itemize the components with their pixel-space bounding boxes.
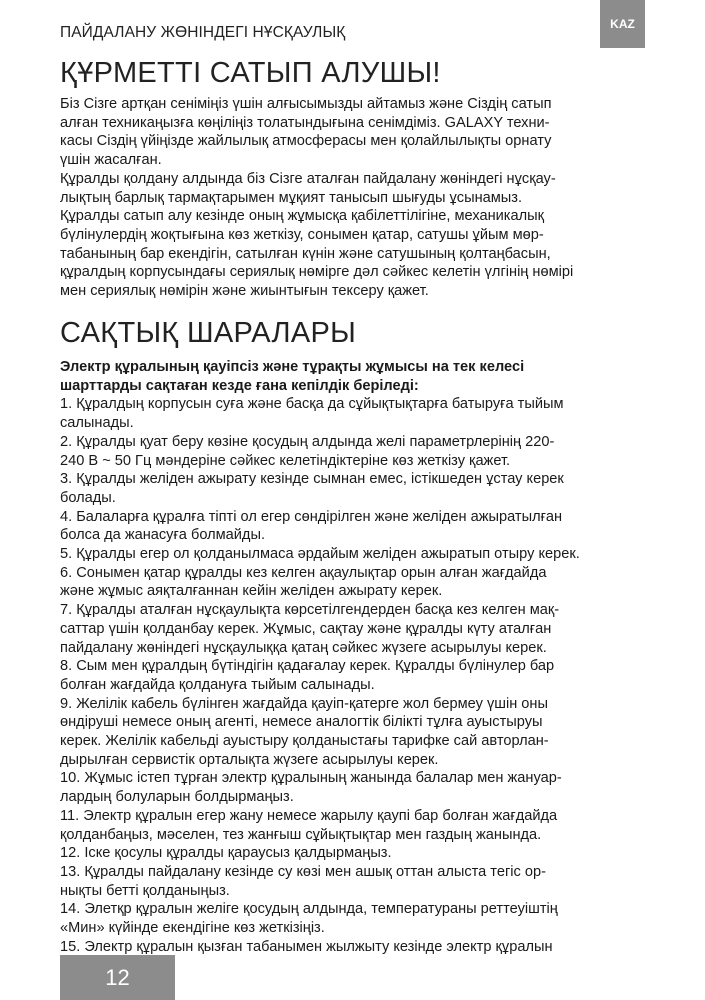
safety-rule-line: 7. Құралды аталған нұсқаулықта көрсетілгендерден басқа кез келген мақ- (60, 602, 560, 619)
safety-rule-line: керек. Желілік кабельді ауыстыру қолданыстағы тарифке сай авторлан- (60, 733, 549, 750)
text-line: құралдың корпусындағы сериялық нөмірге дәл сәйкес келетін үлгінің нөмірі (60, 264, 574, 281)
safety-rule-line: 10. Жұмыс істеп тұрған электр құралының жанында балалар мен жануар- (60, 770, 562, 787)
greeting-paragraph (60, 95, 646, 301)
safety-intro-line: шарттарды сақтаған кезде ғана кепілдік беріледі: (60, 377, 419, 394)
safety-rule-line: 240 В ~ 50 Гц мәндеріне сәйкес келетіндіктеріне көз жеткізу қажет. (60, 452, 511, 469)
greeting-heading: ҚҰРМЕТТІ САТЫП АЛУШЫ! (60, 57, 441, 89)
safety-rule-line: 9. Желілік кабель бүлінген жағдайда қауіп-қатерге жол бермеу үшін оны (60, 695, 548, 712)
safety-rule-line: саттар үшін қолданбау керек. Жұмыс, сақтау және құралды күту аталған (60, 620, 552, 637)
safety-rule-line: 3. Құралды желіден ажырату кезінде сымнан емес, істікшеден ұстау керек (60, 471, 564, 488)
safety-rule-line: лардың болуларын болдырмаңыз. (60, 789, 294, 806)
text-line: лықтың барлық тармақтарымен мұқият танысып шығуды ұсынамыз. (60, 189, 523, 206)
safety-rule-line: 14. Элетқр құралын желіге қосудың алдында, температураны реттеуіштің (60, 901, 558, 918)
text-line: Біз Сізге артқан сеніміңіз үшін алғысымызды айтамыз және Сіздің сатып (60, 96, 552, 112)
text-line: үшін жасалған. (60, 152, 162, 169)
document-header-title: ПАЙДАЛАНУ ЖӨНІНДЕГІ НҰСҚАУЛЫҚ (60, 24, 346, 41)
text-line: Құралды қолдану алдында біз Сізге аталған пайдалану жөніндегі нұсқау- (60, 170, 556, 187)
safety-rule-line: 13. Құралды пайдалану кезінде су көзі мен ашық оттан алыста тегіс ор- (60, 863, 546, 880)
safety-rule-line: нықты бетті қолданыңыз. (60, 882, 230, 899)
safety-rule-line: 5. Құралды егер ол қолданылмаса әрдайым желіден ажыратып отыру керек. (60, 546, 580, 563)
safety-intro-line: Электр құралының қауіпсіз және тұрақты жұмысы на тек келесі (60, 359, 525, 375)
safety-rule-line: және жұмыс аяқталғаннан кейін желіден ажырату керек. (60, 583, 443, 600)
safety-rule-line: 8. Сым мен құралдың бүтіндігін қадағалау керек. Құралды бүлінулер бар (60, 658, 555, 675)
safety-rule-line: өндіруші немесе оның агенті, немесе аналогтік білікті тұлға ауыстыруы (60, 714, 543, 731)
safety-rule-line: «Мин» күйінде екендігіне көз жеткізіңіз. (60, 920, 325, 937)
safety-rule-line: салынады. (60, 415, 134, 432)
safety-rule-line: 6. Сонымен қатар құралды кез келген ақаулықтар орын алған жағдайда (60, 564, 547, 581)
safety-rule-line: болса да жанасуға болмайды. (60, 527, 265, 544)
safety-rule-line: дырылған сервистік орталықта жүзеге асырылуы керек. (60, 751, 439, 768)
safety-rule-line: 2. Құралды қуат беру көзіне қосудың алдында желі параметрлерінің 220- (60, 433, 555, 450)
language-badge: KAZ (600, 0, 645, 48)
safety-rule-line: 1. Құралдың корпусын суға және басқа да сұйықтықтарға батыруға тыйым (60, 396, 564, 413)
safety-rule-line: 11. Электр құралын егер жану немесе жарылу қаупі бар болған жағдайда (60, 807, 558, 824)
text-line: касы Сіздің үйіңізде жайлылық атмосферасы мен қолайлылықты орнату (60, 133, 552, 150)
text-line: алған техникаңызға көңіліңіз толатындығына сенімдіміз. GALAXY техни- (60, 114, 550, 131)
safety-rule-line: қолданбаңыз, мәселен, тез жанғыш сұйықтықтар мен газдың жанында. (60, 826, 542, 843)
safety-rule-line: болған жағдайда қолдануға тыйым салынады. (60, 676, 375, 693)
text-line: мен сериялық нөмірін және жиынтығын тексеру қажет. (60, 283, 429, 300)
safety-rule-line: пайдалану жөніндегі нұсқаулыққа қатаң сәйкес жүзеге асырылуы керек. (60, 639, 547, 656)
text-line: табанының бар екендігін, сатылған күнін және сатушының қолтаңбасын, (60, 245, 551, 262)
safety-rule-line: болады. (60, 489, 116, 506)
safety-rule-line: 15. Электр құралын қызған табанымен жылжыту кезінде электр құралын (60, 938, 553, 955)
text-line: бүлінулердің жоқтығына көз жеткізу, сонымен қатар, сатушы ұйым мөр- (60, 226, 544, 243)
text-line: Құралды сатып алу кезінде оның жұмысқа қабілеттілігіне, механикалық (60, 208, 545, 225)
page-number: 12 (60, 955, 175, 1000)
safety-heading: САҚТЫҚ ШАРАЛАРЫ (60, 317, 357, 349)
safety-rule-line: 4. Балаларға құралға тіпті ол егер сөндірілген және желіден ажыратылған (60, 508, 563, 525)
safety-section (60, 358, 646, 957)
safety-rule-line: 12. Іске қосулы құралды қараусыз қалдырмаңыз. (60, 845, 392, 862)
